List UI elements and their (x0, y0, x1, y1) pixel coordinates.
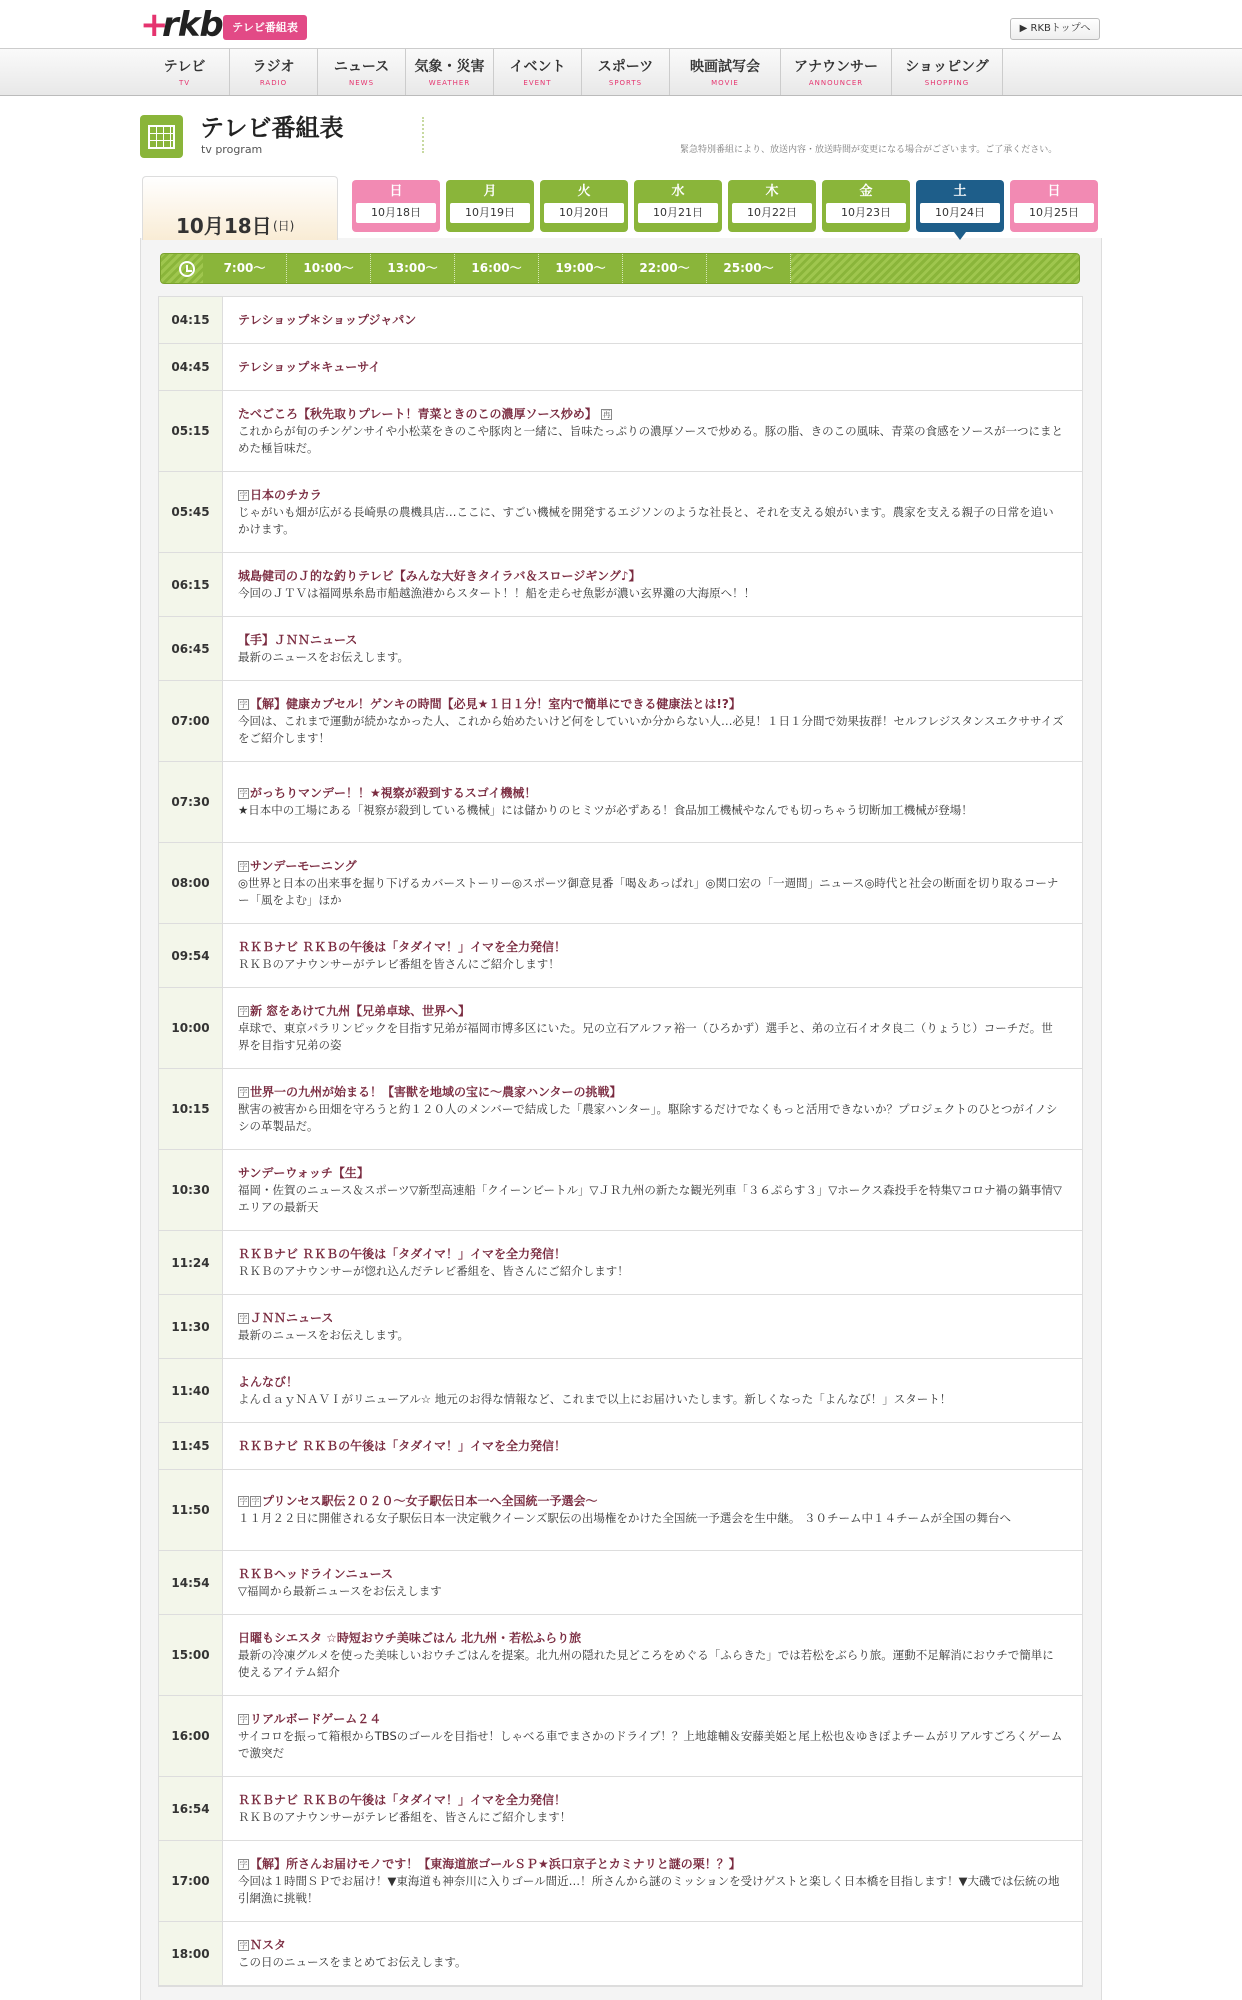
caption-mark-icon: 字 (239, 1006, 248, 1016)
program-title-line[interactable] (238, 568, 1064, 585)
caption-mark-icon: 字 (239, 1087, 248, 1097)
program-row (159, 1470, 1082, 1551)
current-date: 10月18日 (176, 214, 272, 238)
program-title-line[interactable] (238, 1374, 1064, 1391)
program-row (159, 762, 1082, 843)
program-title-line[interactable] (238, 1792, 1064, 1809)
rkb-logo[interactable] (140, 5, 223, 45)
day-tab[interactable] (822, 180, 910, 232)
nav-item-sublabel: MOVIE (711, 79, 739, 87)
program-title: 【解】所さんお届けモノです！【東海道旅ゴールＳＰ★浜口京子とカミナリと謎の栗！？】 (250, 1856, 741, 1871)
program-info (223, 1295, 1082, 1358)
nav-item-label: 映画試写会 (690, 59, 760, 75)
day-tab-weekday: 日 (1047, 184, 1061, 199)
nav-item-sublabel: RADIO (259, 79, 288, 87)
day-tab[interactable] (352, 180, 440, 232)
program-title-line[interactable] (238, 1084, 1064, 1101)
program-row (159, 297, 1082, 344)
caption-mark-icon: 字 (251, 1497, 260, 1506)
day-tab-weekday: 月 (483, 184, 497, 199)
program-time: 17:00 (159, 1841, 223, 1921)
program-row (159, 391, 1082, 472)
day-tab[interactable] (540, 180, 628, 232)
program-row (159, 1922, 1082, 1986)
program-info (223, 681, 1082, 761)
program-info (223, 344, 1082, 390)
nav-item-sublabel: WEATHER (428, 79, 471, 87)
program-description: サイコロを振って箱根からTBSのゴールを目指せ！しゃべる車でまさかのドライブ！？上地雄輔＆安藤美姫と尾上松也＆ゆきぽよチームがリアルすごろくゲームで激突だ (238, 1728, 1063, 1760)
nav-item-label: ニュース (333, 59, 390, 75)
day-tab-date: 10月21日 (638, 203, 718, 223)
rkb-top-link[interactable] (1010, 18, 1100, 40)
program-row (159, 1615, 1082, 1696)
program-time: 11:30 (159, 1295, 223, 1358)
program-info (223, 1069, 1082, 1149)
program-title: ＲＫＢナビ ＲＫＢの午後は「タダイマ！」イマを全力発信！ (238, 1246, 566, 1261)
rerun-mark-icon: 再 (602, 409, 611, 419)
program-time: 11:45 (159, 1423, 223, 1469)
program-title-line[interactable] (238, 1630, 1064, 1647)
program-title-line[interactable] (238, 1438, 1064, 1455)
time-jump-bar (160, 253, 1080, 284)
program-time: 04:15 (159, 297, 223, 343)
program-description: 今回のＪＴＶは福岡県糸島市船越漁港からスタート！！船を走らせ魚影が濃い玄界灘の大海原へ！！ (238, 585, 756, 600)
program-title-line[interactable] (238, 1165, 1064, 1182)
program-description: 卓球で、東京パラリンピックを目指す兄弟が福岡市博多区にいた。兄の立石アルファ裕一（ひろかず）選手と、弟の立石イオタ良二（りょうじ）コーチだ。世界を目指す兄弟の姿 (238, 1020, 1053, 1052)
nav-item-radio[interactable] (230, 49, 318, 95)
program-title-line[interactable] (238, 785, 1064, 802)
program-row (159, 617, 1082, 681)
program-row (159, 1551, 1082, 1615)
program-description: 最新のニュースをお伝えします。 (238, 1327, 410, 1342)
program-row (159, 924, 1082, 988)
program-title-line[interactable] (238, 406, 1064, 423)
program-description: ◎世界と日本の出来事を掘り下げるカバーストーリー◎スポーツ御意見番「喝＆あっぱれ」◎関口宏の「一週間」ニュース◎時代と社会の断面を切り取るコーナー「風をよむ」ほか (238, 875, 1059, 907)
caption-mark-icon: 字 (239, 1497, 248, 1506)
nav-item-news[interactable] (318, 49, 406, 95)
program-row (159, 1231, 1082, 1295)
program-title: 新 窓をあけて九州【兄弟卓球、世界へ】 (250, 1003, 471, 1018)
time-jump-link[interactable]: 25:00～ (707, 254, 791, 283)
program-row (159, 1696, 1082, 1777)
rkb-top-link-label: RKBトップへ (1030, 23, 1091, 34)
day-selector (352, 180, 1098, 232)
time-jump-link[interactable]: 16:00～ (455, 254, 539, 283)
program-title-line[interactable] (238, 1566, 1064, 1583)
day-tab[interactable] (916, 180, 1004, 232)
program-row (159, 988, 1082, 1069)
program-title: 【解】健康カプセル！ゲンキの時間【必見★１日１分！室内で簡単にできる健康法とは!?】 (250, 696, 741, 711)
program-info (223, 617, 1082, 680)
program-description: ＲＫＢのアナウンサーが惚れ込んだテレビ番組を、皆さんにご紹介します！ (238, 1263, 629, 1278)
program-title: テレショップ＊ショップジャパン (238, 312, 417, 327)
program-row (159, 1295, 1082, 1359)
program-title: リアルボードゲーム２４ (250, 1711, 382, 1726)
program-time: 06:45 (159, 617, 223, 680)
program-title: 城島健司のＪ的な釣りテレビ【みんな大好きタイラバ＆スロージギング♪】 (238, 568, 641, 583)
program-title-line[interactable] (238, 1003, 1064, 1020)
caption-mark-icon: 字 (239, 789, 248, 798)
program-info (223, 1696, 1082, 1776)
program-time: 11:40 (159, 1359, 223, 1422)
program-title: サンデーモーニング (250, 858, 357, 873)
program-time: 18:00 (159, 1922, 223, 1985)
program-info (223, 988, 1082, 1068)
time-jump-link[interactable]: 13:00～ (371, 254, 455, 283)
day-tab-weekday: 火 (577, 184, 591, 199)
time-jump-link[interactable]: 22:00～ (623, 254, 707, 283)
program-description: 獣害の被害から田畑を守ろうと約１２０人のメンバーで結成した「農家ハンター」。駆除するだけでなくもっと活用できないか？プロジェクトのひとつがイノシシの革製品だ。 (238, 1101, 1058, 1133)
nav-item-sublabel: NEWS (348, 79, 375, 87)
top-header (0, 0, 1242, 48)
program-description: ▽福岡から最新ニュースをお伝えします (238, 1583, 442, 1598)
program-time: 07:30 (159, 762, 223, 842)
program-description: ＲＫＢのアナウンサーがテレビ番組を皆さんにご紹介します！ (238, 956, 560, 971)
nav-item-sublabel: TV (178, 79, 191, 87)
title-divider (422, 117, 424, 153)
program-description: よんｄａｙＮＡＶＩがリニューアル☆ 地元のお得な情報など、これまで以上にお届けいたします。新しくなった「よんなび！」スタート！ (238, 1391, 952, 1406)
program-row (159, 1841, 1082, 1922)
program-title: ＲＫＢナビ ＲＫＢの午後は「タダイマ！」イマを全力発信！ (238, 939, 566, 954)
program-row (159, 1069, 1082, 1150)
program-title: プリンセス駅伝２０２０～女子駅伝日本一へ全国統一予選会～ (262, 1494, 598, 1508)
program-time: 05:45 (159, 472, 223, 552)
day-tab-date: 10月19日 (450, 203, 530, 223)
program-title: テレショップ＊キューサイ (238, 359, 381, 374)
program-title-line[interactable] (238, 1856, 1064, 1873)
program-description: ＲＫＢのアナウンサーがテレビ番組を、皆さんにご紹介します！ (238, 1809, 572, 1824)
program-title-line[interactable] (238, 939, 1064, 956)
day-tab-weekday: 日 (389, 184, 403, 199)
day-tab-weekday: 水 (671, 184, 685, 199)
program-info (223, 1150, 1082, 1230)
program-info (223, 1922, 1082, 1985)
program-row (159, 472, 1082, 553)
day-tab-date: 10月22日 (732, 203, 812, 223)
program-title-line[interactable] (238, 487, 1064, 504)
time-jump-link[interactable]: 19:00～ (539, 254, 623, 283)
program-title-line[interactable] (238, 1246, 1064, 1263)
program-description: 福岡・佐賀のニュース＆スポーツ▽新型高速船「クイーンビートル」▽ＪＲ九州の新たな観光列車「３６ぷらす３」▽ホークス森投手を特集▽コロナ禍の鍋事情▽エリアの最新天 (238, 1182, 1062, 1214)
program-info (223, 472, 1082, 552)
program-info (223, 1231, 1082, 1294)
program-time: 04:45 (159, 344, 223, 390)
current-weekday: (日) (273, 219, 295, 233)
program-row (159, 553, 1082, 617)
program-description: これからが旬のチンゲンサイや小松菜をきのこや豚肉と一緒に、旨味たっぷりの濃厚ソースで炒める。豚の脂、きのこの風味、青菜の食感をソースが一つにまとめた極旨味だ。 (238, 423, 1064, 455)
program-time: 16:54 (159, 1777, 223, 1840)
nav-item-label: テレビ (163, 59, 206, 75)
program-row (159, 843, 1082, 924)
program-title-line[interactable] (238, 1493, 1064, 1510)
program-time: 09:54 (159, 924, 223, 987)
day-tab[interactable] (1010, 180, 1098, 232)
program-time: 08:00 (159, 843, 223, 923)
program-title: ＪＮＮニュース (250, 1310, 334, 1325)
program-time: 15:00 (159, 1615, 223, 1695)
program-info (223, 1423, 1082, 1469)
program-info (223, 553, 1082, 616)
day-tab-weekday: 土 (953, 184, 967, 199)
nav-item-label: ラジオ (252, 59, 295, 75)
program-title: 日本のチカラ (250, 487, 322, 502)
program-row (159, 344, 1082, 391)
current-date-tab (142, 176, 338, 240)
nav-item-movie[interactable] (670, 49, 781, 95)
day-tab[interactable] (728, 180, 816, 232)
program-time: 10:00 (159, 988, 223, 1068)
day-tab[interactable] (446, 180, 534, 232)
program-title-line[interactable] (238, 1711, 1064, 1728)
day-tab-date: 10月23日 (826, 203, 906, 223)
page-subtitle: tv program (201, 143, 263, 156)
nav-item-sports[interactable] (582, 49, 670, 95)
program-title: よんなび！ (238, 1374, 299, 1389)
program-info (223, 1777, 1082, 1840)
program-time: 11:50 (159, 1470, 223, 1550)
program-time: 06:15 (159, 553, 223, 616)
program-description: １１月２２日に開催される女子駅伝日本一決定戦クイーンズ駅伝の出場権をかけた全国統一予選会を生中継。 ３０チーム中１４チームが全国の舞台へ (238, 1511, 1011, 1525)
nav-item-label: 気象・災害 (414, 59, 485, 75)
nav-item-announcer[interactable] (781, 49, 892, 95)
program-info (223, 843, 1082, 923)
program-title: 日曜もシエスタ ☆時短おウチ美味ごはん 北九州・若松ふらり旅 (238, 1630, 582, 1645)
day-tab-date: 10月18日 (356, 203, 436, 223)
day-tab[interactable] (634, 180, 722, 232)
logo-text: rkb (162, 5, 223, 45)
page-title: テレビ番組表 (200, 114, 344, 142)
program-info (223, 391, 1082, 471)
program-description: 最新の冷凍グルメを使った美味しいおウチごはんを提案。北九州の隠れた見どころをめぐる「ふらきた」では若松をぶらり旅。運動不足解消におウチで簡単に使えるアイテム紹介 (238, 1647, 1054, 1679)
program-info (223, 1551, 1082, 1614)
day-tab-date: 10月25日 (1014, 203, 1094, 223)
program-title-line[interactable] (238, 858, 1064, 875)
nav-item-weather[interactable] (406, 49, 494, 95)
day-tab-weekday: 金 (859, 184, 873, 199)
nav-item-label: イベント (509, 59, 566, 75)
program-row (159, 681, 1082, 762)
caption-mark-icon: 字 (239, 699, 248, 709)
time-jump-link[interactable]: 10:00～ (287, 254, 371, 283)
program-description: 今回は、これまで運動が続かなかった人、これから始めたいけど何をしていいか分からない人…必見！１日１分間で効果抜群！セルフレジスタンスエクササイズをご紹介します！ (238, 713, 1064, 745)
program-title-line[interactable] (238, 1310, 1064, 1327)
program-row (159, 1777, 1082, 1841)
program-description: じゃがいも畑が広がる長崎県の農機具店…ここに、すごい機械を開発するエジソンのような社長と、それを支える娘がいます。農家を支える親子の日常を追いかけます。 (238, 504, 1054, 536)
program-time: 10:30 (159, 1150, 223, 1230)
program-title-line[interactable] (238, 632, 1064, 649)
program-time: 10:15 (159, 1069, 223, 1149)
nav-item-sublabel: SHOPPING (924, 79, 970, 87)
program-title: Ｎスタ (250, 1937, 287, 1952)
program-title: がっちりマンデー！！★視察が殺到するスゴイ機械！ (250, 786, 537, 800)
nav-item-label: アナウンサー (794, 59, 878, 75)
program-row (159, 1359, 1082, 1423)
day-tab-weekday: 木 (765, 184, 779, 199)
caption-mark-icon: 字 (239, 1714, 248, 1724)
caption-mark-icon: 字 (239, 1940, 248, 1950)
nav-item-shopping[interactable] (892, 49, 1003, 95)
program-description: ★日本中の工場にある「視察が殺到している機械」には儲かりのヒミツが必ずある！食品加工機械やなんでも切っちゃう切断加工機械が登場！ (238, 803, 973, 817)
clock-icon (179, 261, 195, 277)
nav-item-tv[interactable] (140, 49, 230, 95)
program-info (223, 1470, 1082, 1550)
program-title-line[interactable] (238, 312, 1064, 329)
program-time: 11:24 (159, 1231, 223, 1294)
program-time: 05:15 (159, 391, 223, 471)
calendar-icon (140, 115, 183, 158)
program-title-line[interactable] (238, 359, 1064, 376)
day-tab-date: 10月24日 (920, 203, 1000, 223)
program-title: たべごころ【秋先取りプレート！青菜ときのこの濃厚ソース炒め】 (238, 406, 597, 421)
caption-mark-icon: 字 (239, 1859, 248, 1869)
broadcast-notice: 緊急特別番組により、放送内容・放送時間が変更になる場合がございます。ご了承ください。 (680, 145, 1058, 155)
logo-plus: + (140, 5, 169, 45)
tv-guide-badge[interactable]: テレビ番組表 (223, 15, 307, 40)
nav-item-label: スポーツ (597, 59, 654, 75)
program-time: 16:00 (159, 1696, 223, 1776)
program-description: 今回は１時間ＳＰでお届け！▼東海道も神奈川に入りゴール間近…！所さんから謎のミッションを受けゲストと楽しく日本橋を目指します！▼大磯では伝統の地引網漁に挑戦！ (238, 1873, 1060, 1905)
nav-item-event[interactable] (494, 49, 582, 95)
program-schedule (158, 296, 1083, 1987)
program-info (223, 924, 1082, 987)
program-title-line[interactable] (238, 696, 1064, 713)
program-row (159, 1423, 1082, 1470)
program-title: 世界一の九州が始まる！【害獣を地域の宝に～農家ハンターの挑戦】 (250, 1084, 622, 1099)
caption-mark-icon: 字 (239, 861, 248, 871)
program-info (223, 1359, 1082, 1422)
program-title: 【手】ＪＮＮニュース (238, 632, 358, 647)
nav-item-label: ショッピング (905, 59, 989, 75)
program-title-line[interactable] (238, 1937, 1064, 1954)
nav-item-sublabel: ANNOUNCER (808, 79, 864, 87)
program-info (223, 1615, 1082, 1695)
program-info (223, 297, 1082, 343)
program-title: ＲＫＢナビ ＲＫＢの午後は「タダイマ！」イマを全力発信！ (238, 1792, 566, 1807)
program-info (223, 762, 1082, 842)
program-row (159, 1150, 1082, 1231)
caption-mark-icon: 字 (239, 1313, 248, 1323)
program-time: 14:54 (159, 1551, 223, 1614)
program-title: サンデーウォッチ【生】 (238, 1165, 369, 1180)
program-description: 最新のニュースをお伝えします。 (238, 649, 410, 664)
time-jump-link[interactable]: 7:00～ (203, 254, 287, 283)
program-description: この日のニュースをまとめてお伝えします。 (238, 1954, 467, 1969)
global-nav (0, 48, 1242, 96)
arrow-right-icon: ▶ (1019, 23, 1031, 34)
program-title: ＲＫＢナビ ＲＫＢの午後は「タダイマ！」イマを全力発信！ (238, 1438, 566, 1453)
nav-item-sublabel: SPORTS (608, 79, 643, 87)
program-time: 07:00 (159, 681, 223, 761)
nav-item-sublabel: EVENT (523, 79, 552, 87)
day-tab-date: 10月20日 (544, 203, 624, 223)
caption-mark-icon: 字 (239, 490, 248, 500)
program-info (223, 1841, 1082, 1921)
program-title: ＲＫＢヘッドラインニュース (238, 1566, 394, 1581)
